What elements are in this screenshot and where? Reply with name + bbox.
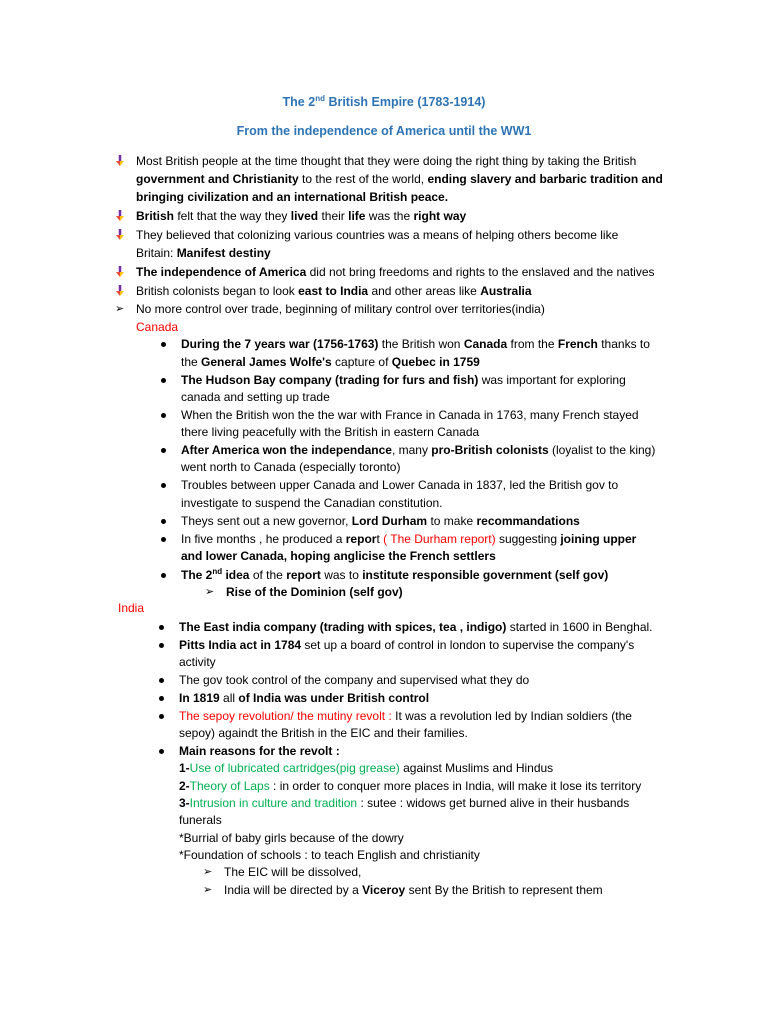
bullet-dot [161, 537, 166, 542]
canada-bullet-1: During the 7 years war (1756-1763) the British won Canada from the French thanks to [181, 337, 650, 351]
bullet-dot [161, 519, 166, 524]
canada-bullet-4: After America won the independance, many pro-British colonists (loyalist to the king) [181, 443, 656, 457]
india-sub-bullet-1: The EIC will be dissolved, [224, 865, 362, 879]
revolt-reason-3-line-2: funerals [179, 813, 222, 827]
multicolor-arrow-icon [113, 228, 127, 242]
canada-bullet-2: The Hudson Bay company (trading for furs and fish) was important for exploring [181, 373, 626, 387]
canada-bullet-2-line-2: canada and setting up trade [181, 390, 330, 404]
canada-bullet-1-line-2: the General James Wolfe's capture of Quebec in 1759 [181, 355, 480, 369]
india-bullet-2: Pitts India act in 1784 set up a board of control in london to supervise the company's [179, 638, 635, 652]
intro-paragraph-3: They believed that colonizing various countries was a means of helping others become like [136, 228, 619, 242]
canada-bullet-4-line-2: went north to Canada (especially toronto) [181, 460, 401, 474]
bullet-dot [159, 643, 164, 648]
canada-sub-bullet: Rise of the Dominion (self gov) [226, 585, 403, 599]
bullet-dot [159, 625, 164, 630]
intro-paragraph-1: Most British people at the time thought that they were doing the right thing by taking the British [136, 154, 637, 168]
intro-paragraph-3-line-2: Britain: Manifest destiny [136, 246, 271, 260]
india-heading: India [118, 601, 145, 615]
india-bullet-6: Main reasons for the revolt : [179, 744, 340, 758]
canada-bullet-7-line-2: and lower Canada, hoping anglicise the French settlers [181, 549, 496, 563]
canada-bullet-7: In five months , he produced a report ( The Durham report) suggesting joining upper [181, 532, 637, 546]
page-title: The 2nd British Empire (1783-1914) [282, 93, 486, 109]
multicolor-arrow-icon [113, 265, 127, 279]
revolt-reason-1: 1-Use of lubricated cartridges(pig grease) against Muslims and Hindus [179, 761, 554, 775]
bullet-dot [161, 413, 166, 418]
canada-bullet-5-line-2: investigate to suspend the Canadian constitution. [181, 496, 443, 510]
revolt-reason-5: *Foundation of schools : to teach English and christianity [179, 848, 480, 862]
bullet-dot [161, 483, 166, 488]
arrowhead-icon: ➢ [203, 866, 213, 878]
bullet-dot [159, 749, 164, 754]
arrowhead-icon: ➢ [205, 586, 215, 598]
multicolor-arrow-icon [113, 284, 127, 298]
bullet-dot [159, 696, 164, 701]
bullet-dot [161, 448, 166, 453]
arrowhead-icon: ➢ [115, 303, 125, 315]
canada-bullet-5: Troubles between upper Canada and Lower Canada in 1837, led the British gov to [181, 478, 619, 492]
bullet-dot [159, 678, 164, 683]
intro-paragraph-6: No more control over trade, beginning of military control over territories(india) [136, 302, 545, 316]
arrowhead-icon: ➢ [203, 884, 213, 896]
intro-paragraph-2: British felt that the way they lived their life was the right way [136, 209, 467, 223]
bullet-dot [161, 573, 166, 578]
revolt-reason-3: 3-Intrusion in culture and tradition : sutee : widows get burned alive in their husbands [179, 796, 630, 810]
canada-bullet-3-line-2: there living peacefully with the British in eastern Canada [181, 425, 480, 439]
canada-heading: Canada [136, 320, 179, 334]
india-bullet-5-line-2: sepoy) againdt the British in the EIC and their families. [179, 726, 468, 740]
revolt-reason-2: 2-Theory of Laps : in order to conquer more places in India, will make it lose its territory [179, 779, 642, 793]
intro-paragraph-4: The independence of America did not bring freedoms and rights to the enslaved and the natives [136, 265, 655, 279]
india-sub-bullet-2: India will be directed by a Viceroy sent By the British to represent them [224, 883, 603, 897]
india-bullet-1: The East india company (trading with spices, tea , indigo) started in 1600 in Benghal. [179, 620, 653, 634]
bullet-dot [159, 714, 164, 719]
intro-paragraph-5: British colonists began to look east to India and other areas like Australia [136, 284, 532, 298]
india-bullet-5: The sepoy revolution/ the mutiny revolt : It was a revolution led by Indian soldiers (the [179, 709, 632, 723]
multicolor-arrow-icon [113, 154, 127, 168]
canada-bullet-3: When the British won the the war with France in Canada in 1763, many French stayed [181, 408, 639, 422]
multicolor-arrow-icon [113, 209, 127, 223]
bullet-dot [161, 342, 166, 347]
intro-paragraph-1-line-2: government and Christianity to the rest of the world, ending slavery and barbaric tradition and [136, 172, 663, 186]
page-subtitle: From the independence of America until the WW1 [236, 124, 532, 138]
india-bullet-3: The gov took control of the company and supervised what they do [179, 673, 530, 687]
bullet-dot [161, 378, 166, 383]
canada-bullet-8: The 2nd idea of the report was to institute responsible government (self gov) [181, 567, 609, 582]
canada-bullet-6: Theys sent out a new governor, Lord Durham to make recommandations [181, 514, 580, 528]
revolt-reason-4: *Burrial of baby girls because of the dowry [179, 831, 404, 845]
india-bullet-4: In 1819 all of India was under British control [179, 691, 430, 705]
india-bullet-2-line-2: activity [179, 655, 216, 669]
intro-paragraph-1-line-3: bringing civilization and an international British peace. [136, 190, 449, 204]
